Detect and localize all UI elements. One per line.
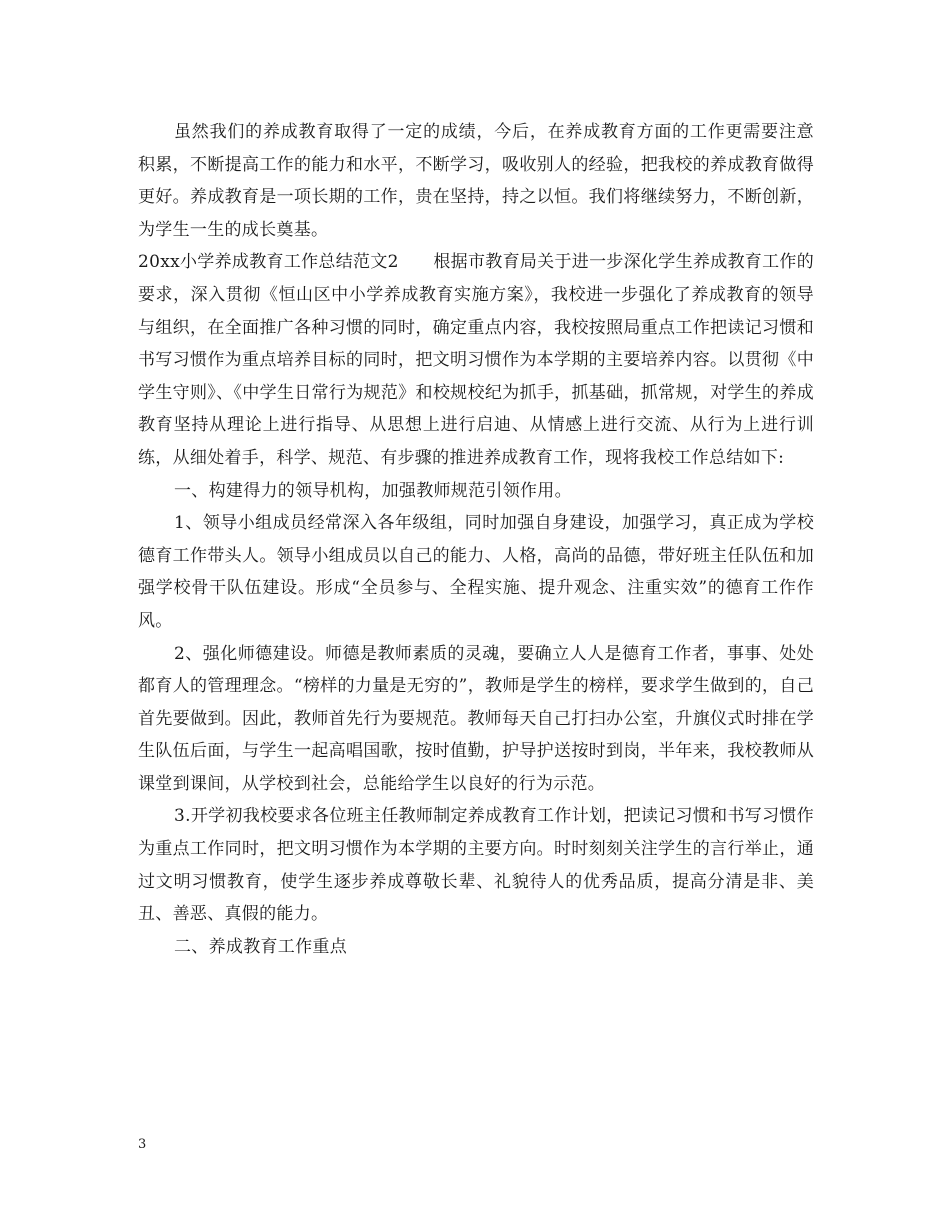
- document-body: [138, 116, 814, 963]
- paragraph-item-2: 2、强化师德建设。师德是教师素质的灵魂，要确立人人是德育工作者，事事、处处都育人的管理理念。“榜样的力量是无穷的”，教师是学生的榜样，要求学生做到的，自己首先要做到。因此，教师首先行为要规范。教师每天自己打扫办公室，升旗仪式时排在学生队伍后面，与学生一起高唱国歌，按时值勤，护导护送按时到岗，半年来，我校教师从课堂到课间，从学校到社会，总能给学生以良好的行为示范。: [138, 643, 814, 794]
- paragraph-item-3: 3.开学初我校要求各位班主任教师制定养成教育工作计划，把读记习惯和书写习惯作为重点工作同时，把文明习惯作为本学期的主要方向。时时刻刻关注学生的言行举止，通过文明习惯教育，使学生逐步养成尊敬长辈、礼貌待人的优秀品质，提高分清是非、美丑、善恶、真假的能力。: [138, 806, 814, 925]
- paragraph-conclusion: 虽然我们的养成教育取得了一定的成绩，今后，在养成教育方面的工作更需要注意积累，不断提高工作的能力和水平，不断学习，吸收别人的经验，把我校的养成教育做得更好。养成教育是一项长期的工作，贵在坚持，持之以恒。我们将继续努力，不断创新，为学生一生的成长奠基。: [138, 122, 814, 240]
- section-heading-two: 二、养成教育工作重点: [174, 936, 347, 957]
- page-number: 3: [138, 1137, 147, 1152]
- paragraph-article-intro: 20xx小学养成教育工作总结范文2 根据市教育局关于进一步深化学生养成教育工作的要求，深入贯彻《恒山区中小学养成教育实施方案》，我校进一步强化了养成教育的领导与组织，在全面推广各种习惯的同时，确定重点内容，我校按照局重点工作把读记习惯和书写习惯作为重点培养目标的同时，把文明习惯作为本学期的主要培养内容。以贯彻《中学生守则》、《中学生日常行为规范》和校规校纪为抓手，抓基础，抓常规，对学生的养成教育坚持从理论上进行指导、从思想上进行启迪、从情感上进行交流、从行为上进行训练，从细处着手，科学、规范、有步骤的推进养成教育工作，现将我校工作总结如下:: [138, 252, 814, 468]
- section-heading-one: 一、构建得力的领导机构，加强教师规范引领作用。: [174, 480, 572, 501]
- paragraph-item-1: 1、领导小组成员经常深入各年级组，同时加强自身建设，加强学习，真正成为学校德育工作带头人。领导小组成员以自己的能力、人格，高尚的品德，带好班主任队伍和加强学校骨干队伍建设。形成“全员参与、全程实施、提升观念、注重实效”的德育工作作风。: [138, 513, 814, 631]
